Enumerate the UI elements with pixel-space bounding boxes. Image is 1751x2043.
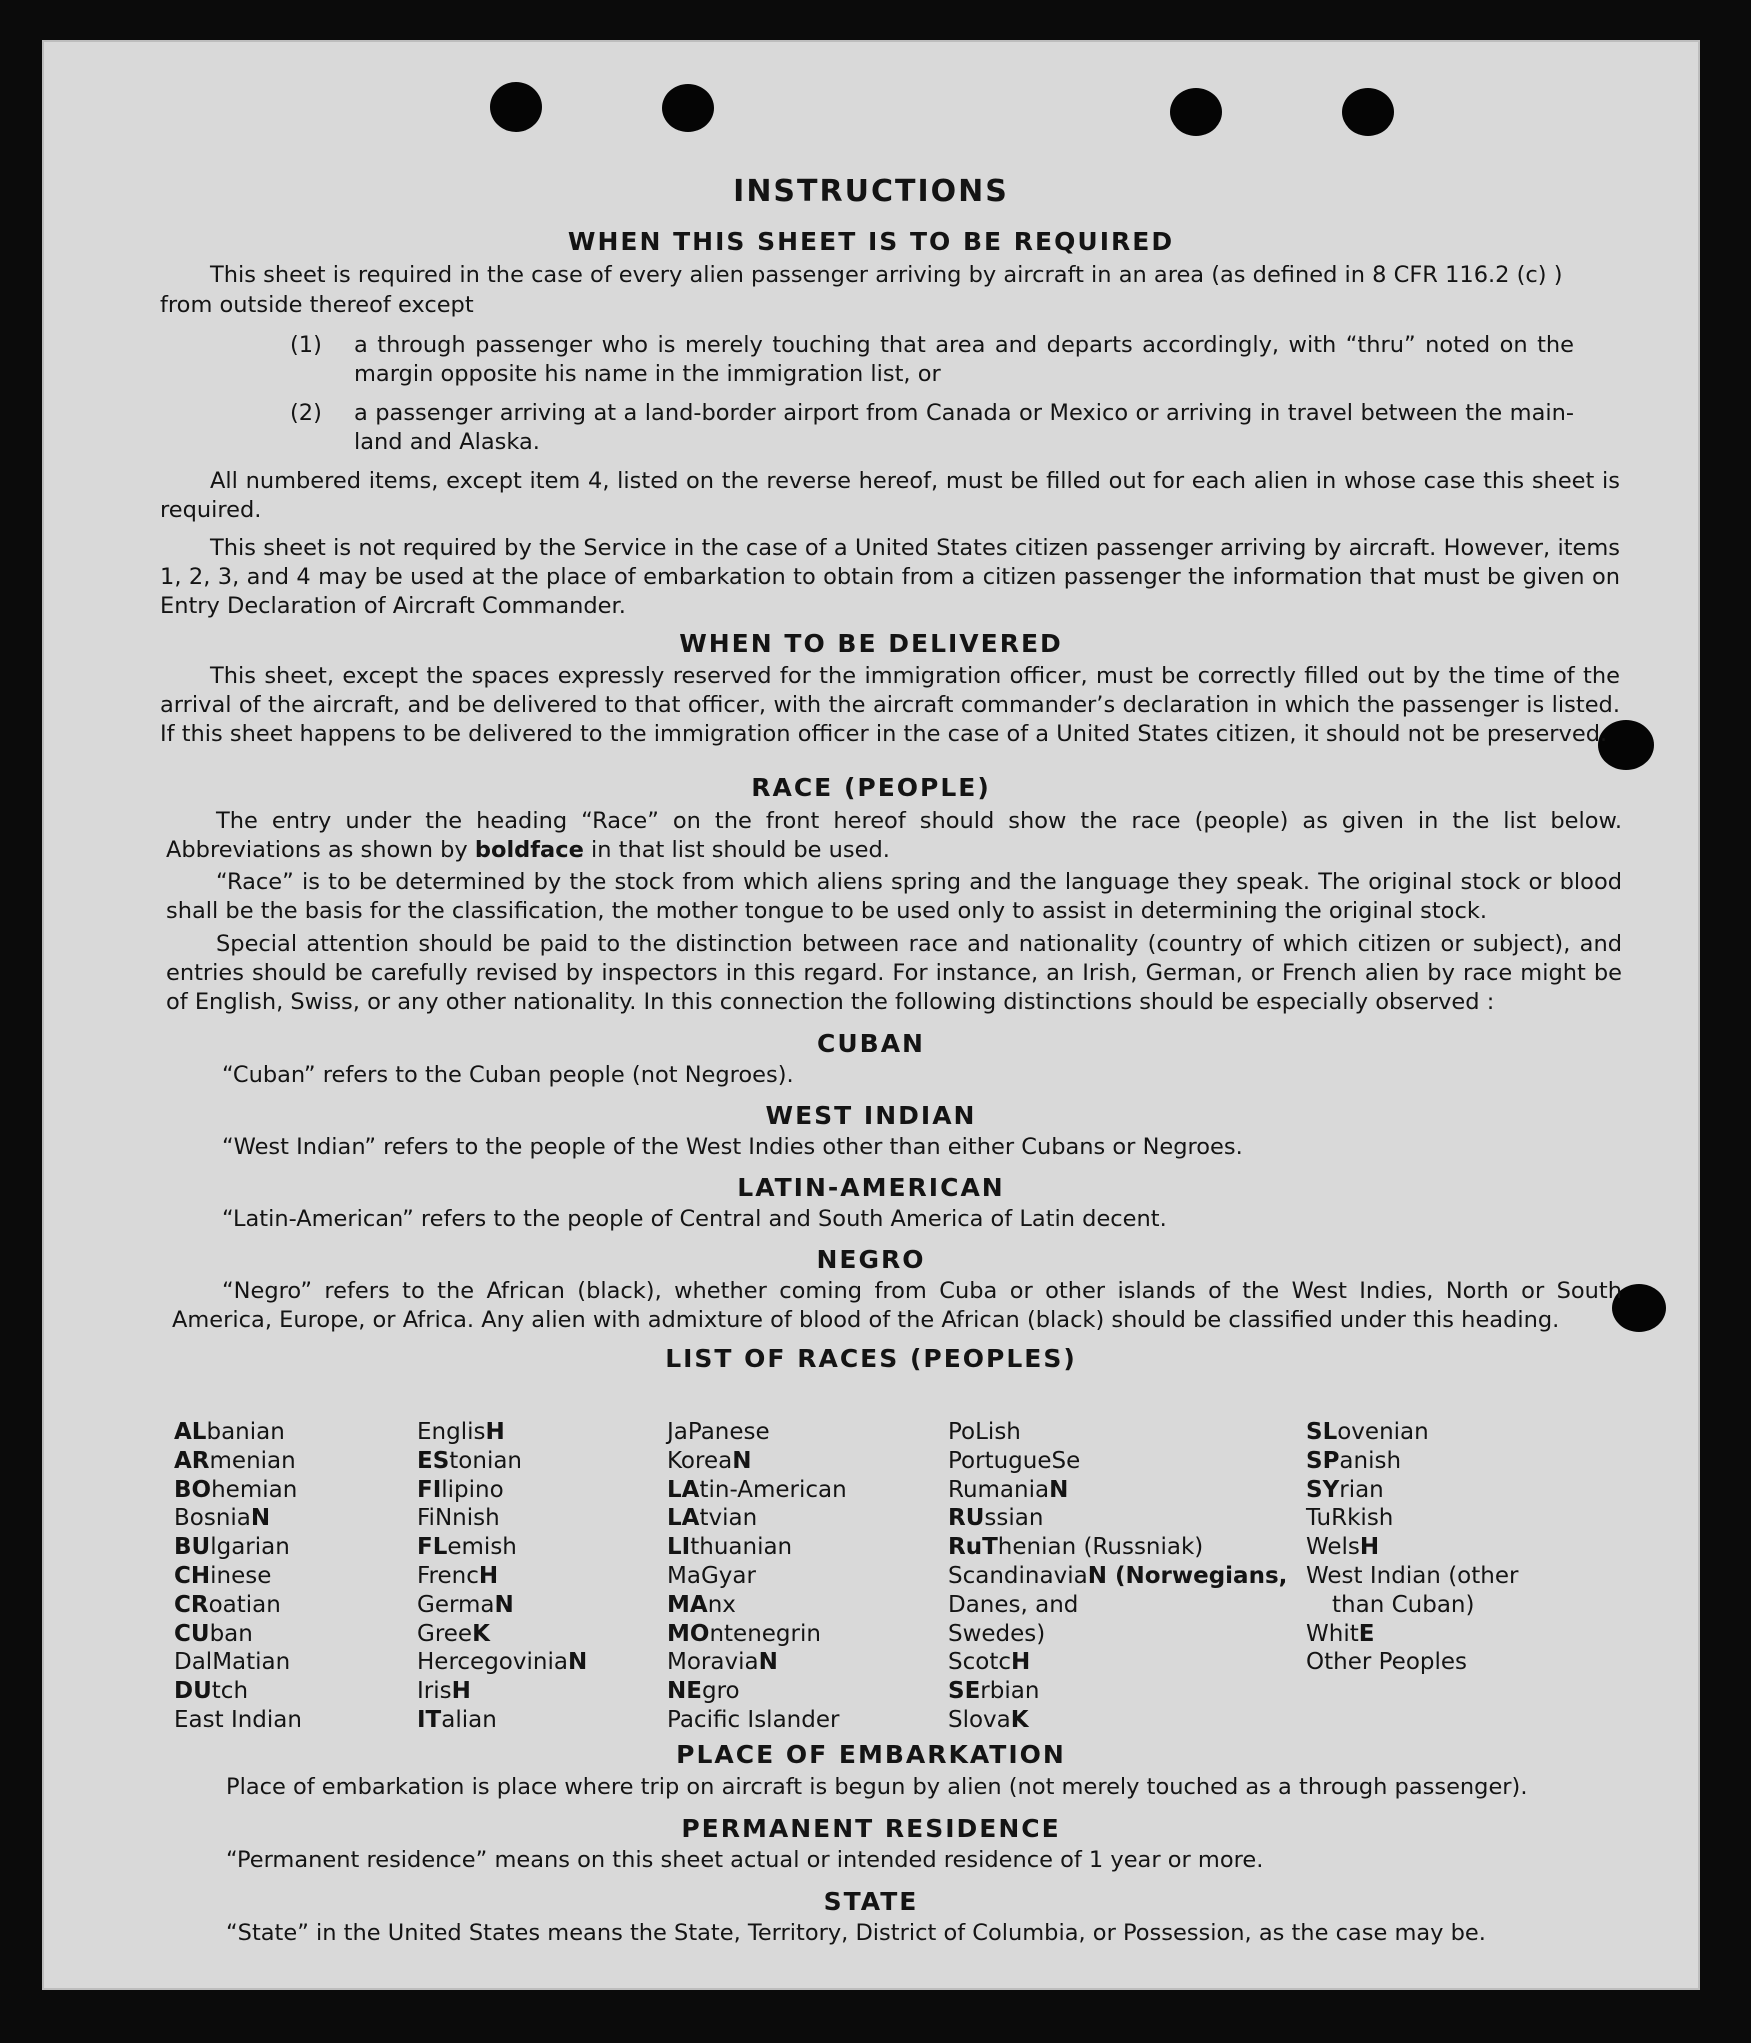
race-list-item xyxy=(174,1591,302,1620)
negro-text: “Negro” refers to the African (black), whether coming from Cuba or other islands of the West Indies, North or South America, Europe, or Africa. Any alien with admixture of blood of the African (black) should be classified under this heading. xyxy=(172,1278,1622,1333)
race-text: DU xyxy=(174,1678,212,1705)
race-text: RuT xyxy=(948,1534,998,1561)
race-list-item xyxy=(667,1562,847,1591)
race-list-item xyxy=(1306,1533,1518,1562)
section-heading-list-of-races: LIST OF RACES (PEOPLES) xyxy=(665,1344,1077,1373)
race-text: N (Norwegians, xyxy=(1087,1562,1288,1589)
race-list-item xyxy=(1306,1447,1518,1476)
race-text: FL xyxy=(417,1534,448,1561)
race-text: N xyxy=(567,1649,588,1676)
race-text: SY xyxy=(1306,1476,1340,1503)
race-text: lipino xyxy=(441,1476,504,1503)
races-column-2 xyxy=(417,1418,587,1735)
race-text: PortugueSe xyxy=(948,1447,1081,1474)
race-text: Pacific Islander xyxy=(667,1706,840,1733)
race-list-item xyxy=(948,1533,1287,1562)
race-text: N xyxy=(1049,1476,1069,1503)
race-text: SP xyxy=(1306,1447,1340,1474)
race-list-item xyxy=(948,1476,1287,1505)
race-list-item xyxy=(417,1620,587,1649)
race-list-item xyxy=(667,1533,847,1562)
race-text: MaGyar xyxy=(667,1562,756,1589)
race-list-item xyxy=(1306,1591,1518,1620)
numbered-items-note: All numbered items, except item 4, listed on the reverse hereof, must be filled out for each alien in whose case this sheet is required. xyxy=(160,468,1620,523)
race-list-item xyxy=(417,1591,587,1620)
race-text: JaPanese xyxy=(667,1419,770,1445)
race-list-item xyxy=(174,1648,302,1677)
race-text: tvian xyxy=(699,1505,758,1532)
race-text: NE xyxy=(667,1678,702,1705)
latin-american-text: “Latin-American” refers to the people of Central and South America of Latin decent. xyxy=(222,1206,1167,1232)
race-text: hemian xyxy=(211,1476,298,1503)
race-text: Rumania xyxy=(948,1476,1050,1503)
race-text: H xyxy=(1010,1649,1031,1676)
race-text: RU xyxy=(948,1505,985,1532)
race-text: K xyxy=(472,1620,490,1647)
section-heading-latin-american: LATIN-AMERICAN xyxy=(737,1173,1005,1202)
race-text: Scandinavia xyxy=(948,1562,1088,1589)
race-text: menian xyxy=(209,1447,296,1474)
race-list-item xyxy=(174,1677,302,1706)
item-text: a through passenger who is merely touching that area and departs accordingly, with “thru” noted on the margin opposite his name in the immigration list, or xyxy=(354,332,1574,387)
race-list-item xyxy=(174,1620,302,1649)
race-text: Danes, and xyxy=(948,1591,1079,1618)
race-text: nx xyxy=(707,1591,736,1618)
race-text: ovenian xyxy=(1337,1419,1429,1445)
race-text: Gree xyxy=(417,1620,473,1647)
state-text: “State” in the United States means the State, Territory, District of Columbia, or Possession, as the case may be. xyxy=(226,1920,1486,1946)
race-text: oatian xyxy=(208,1591,281,1618)
race-text: H xyxy=(1359,1534,1380,1561)
race-list-item xyxy=(667,1620,847,1649)
race-paragraph-3: Special attention should be paid to the distinction between race and nationality (country of which citizen or subject), and entries should be carefully revised by inspectors in this regard. For instance, an Irish, German, or French alien by race might be of English, Swiss, or any other nationality. In this connection the following distinctions should be especially observed : xyxy=(166,931,1622,1015)
race-list-item xyxy=(417,1648,587,1677)
race-list-item xyxy=(667,1591,847,1620)
race-list-item xyxy=(417,1476,587,1505)
race-text: thuanian xyxy=(690,1534,793,1561)
race-text: Bosnia xyxy=(174,1505,251,1532)
race-list-item xyxy=(667,1447,847,1476)
race-list-item xyxy=(174,1504,302,1533)
race-list-item xyxy=(948,1648,1287,1677)
races-column-4 xyxy=(948,1418,1287,1735)
race-text: ban xyxy=(209,1620,253,1647)
race-text: Slova xyxy=(948,1706,1011,1733)
race-text: emish xyxy=(447,1534,517,1561)
race-text: Englis xyxy=(417,1419,486,1445)
section-heading-cuban: CUBAN xyxy=(817,1029,925,1058)
race-list-item xyxy=(1306,1476,1518,1505)
race-text: Iris xyxy=(417,1678,452,1705)
race-text: LA xyxy=(667,1505,700,1532)
race-text: Swedes) xyxy=(948,1620,1046,1647)
race-paragraph-1 xyxy=(166,807,1622,865)
race-text: rbian xyxy=(980,1678,1040,1705)
section-heading-state: STATE xyxy=(823,1887,919,1916)
race-list-item xyxy=(417,1418,587,1447)
race-list-item xyxy=(667,1648,847,1677)
section-heading-required: WHEN THIS SHEET IS TO BE REQUIRED xyxy=(567,227,1175,256)
race-list-item xyxy=(667,1504,847,1533)
races-column-1 xyxy=(174,1418,302,1735)
race-list-item xyxy=(667,1476,847,1505)
item-number: (2) xyxy=(290,400,322,426)
race-list-item xyxy=(417,1533,587,1562)
race-list-item xyxy=(417,1447,587,1476)
race-text: Other Peoples xyxy=(1306,1649,1468,1676)
section-heading-negro: NEGRO xyxy=(816,1245,926,1274)
race-list-item xyxy=(667,1706,847,1735)
race-list-item xyxy=(174,1562,302,1591)
race-text: East Indian xyxy=(174,1706,302,1733)
embarkation-text: Place of embarkation is place where trip on aircraft is begun by alien (not merely touched as a through passenger). xyxy=(226,1774,1528,1800)
race-text: alian xyxy=(441,1706,497,1733)
race-text: PoLish xyxy=(948,1419,1021,1445)
race-text: henian (Russniak) xyxy=(997,1534,1204,1561)
race-text: N xyxy=(494,1591,514,1618)
race-text: SE xyxy=(948,1678,981,1705)
section-heading-delivered: WHEN TO BE DELIVERED xyxy=(679,629,1063,658)
section-heading-west-indian: WEST INDIAN xyxy=(765,1101,977,1130)
race-text-b: in that list should be used. xyxy=(590,837,890,863)
race-text: BU xyxy=(174,1534,211,1561)
required-intro xyxy=(210,261,1563,290)
race-text: rian xyxy=(1339,1476,1384,1503)
section-heading-embarkation: PLACE OF EMBARKATION xyxy=(676,1740,1066,1769)
races-column-5 xyxy=(1306,1418,1518,1677)
race-list-item xyxy=(667,1418,847,1447)
race-list-item xyxy=(948,1620,1287,1649)
race-list-item xyxy=(948,1418,1287,1447)
race-text: lgarian xyxy=(210,1534,290,1561)
race-text: ES xyxy=(417,1447,450,1474)
race-text: inese xyxy=(210,1562,272,1589)
race-list-item xyxy=(174,1447,302,1476)
race-text: MA xyxy=(667,1591,708,1618)
citizen-note: This sheet is not required by the Service in the case of a United States citizen passenger arriving by aircraft. However, items 1, 2, 3, and 4 may be used at the place of embarkation to obtain from a citizen passenger the information that must be given on Entry Declaration of Aircraft Commander. xyxy=(160,535,1620,619)
race-text: tch xyxy=(211,1678,249,1705)
race-text: Whit xyxy=(1306,1620,1359,1647)
race-list-item xyxy=(174,1706,302,1735)
cuban-text: “Cuban” refers to the Cuban people (not Negroes). xyxy=(222,1062,794,1088)
race-text: DalMatian xyxy=(174,1649,291,1676)
race-text: anish xyxy=(1339,1447,1402,1474)
race-text: than Cuban) xyxy=(1332,1591,1475,1618)
west-indian-text: “West Indian” refers to the people of the West Indies other than either Cubans or Negroes. xyxy=(222,1134,1243,1160)
race-text: banian xyxy=(206,1419,285,1445)
race-text: LI xyxy=(667,1534,691,1561)
instructions-content xyxy=(42,40,1700,1990)
races-column-3 xyxy=(667,1418,847,1735)
race-list-item xyxy=(1306,1562,1518,1591)
race-list-item xyxy=(948,1562,1287,1591)
race-list-item xyxy=(1306,1620,1518,1649)
race-list-item xyxy=(948,1706,1287,1735)
race-text: gro xyxy=(701,1678,740,1705)
race-text: FI xyxy=(417,1476,442,1503)
race-text: MO xyxy=(667,1620,710,1647)
race-text: West Indian (other xyxy=(1306,1562,1519,1589)
page-title: INSTRUCTIONS xyxy=(733,174,1009,209)
race-list-item xyxy=(417,1677,587,1706)
race-text: CR xyxy=(174,1591,209,1618)
required-intro-line2: from outside thereof except xyxy=(160,292,474,318)
race-text: K xyxy=(1010,1706,1029,1733)
race-text: CU xyxy=(174,1620,210,1647)
race-text: CH xyxy=(174,1562,211,1589)
race-text: Wels xyxy=(1306,1534,1360,1561)
race-text: TuRkish xyxy=(1306,1505,1394,1532)
race-text: H xyxy=(485,1419,505,1445)
document-sheet xyxy=(42,40,1700,1990)
race-list-item xyxy=(417,1562,587,1591)
residence-text: “Permanent residence” means on this sheet actual or intended residence of 1 year or more. xyxy=(226,1847,1264,1873)
race-text: Scotc xyxy=(948,1649,1011,1676)
race-list-item xyxy=(948,1677,1287,1706)
required-intro-cont xyxy=(160,291,474,320)
item-text: a passenger arriving at a land-border airport from Canada or Mexico or arriving in travel between the main-land and Alaska. xyxy=(354,400,1574,455)
race-list-item xyxy=(1306,1504,1518,1533)
boldface-word: boldface xyxy=(474,837,584,863)
item-number: (1) xyxy=(290,332,322,358)
race-list-item xyxy=(174,1476,302,1505)
race-text: Moravia xyxy=(667,1649,759,1676)
race-text: N xyxy=(732,1447,752,1474)
race-text-a: The entry under the heading “Race” on the front hereof should show the race (people) as given in the list below. Abbreviations as shown by xyxy=(166,808,1622,863)
race-list-item xyxy=(1306,1418,1518,1447)
race-text: E xyxy=(1358,1620,1375,1647)
race-text: BO xyxy=(174,1476,212,1503)
race-text: tin-American xyxy=(699,1476,847,1503)
race-text: N xyxy=(250,1505,271,1532)
race-list-item xyxy=(948,1447,1287,1476)
race-list-item xyxy=(1306,1648,1518,1677)
race-list-item xyxy=(948,1504,1287,1533)
race-list-item xyxy=(417,1504,587,1533)
race-text: Korea xyxy=(667,1447,733,1474)
required-intro-line1: This sheet is required in the case of every alien passenger arriving by aircraft in an area (as defined in 8 CFR 116.2 (c) ) xyxy=(210,262,1563,288)
race-text: ntenegrin xyxy=(709,1620,821,1647)
section-heading-race: RACE (PEOPLE) xyxy=(751,773,991,802)
race-text: AR xyxy=(174,1447,210,1474)
race-list-item xyxy=(667,1677,847,1706)
race-text: IT xyxy=(417,1706,442,1733)
race-list-item xyxy=(417,1706,587,1735)
race-text: tonian xyxy=(449,1447,523,1474)
race-list-item xyxy=(948,1591,1287,1620)
race-text: Germa xyxy=(417,1591,495,1618)
race-text: ssian xyxy=(984,1505,1044,1532)
section-heading-residence: PERMANENT RESIDENCE xyxy=(681,1814,1061,1843)
race-text: H xyxy=(451,1678,471,1705)
race-text: Hercegovinia xyxy=(417,1649,568,1676)
race-text: LA xyxy=(667,1476,700,1503)
race-text: AL xyxy=(174,1419,207,1445)
race-text: Frenc xyxy=(417,1562,479,1589)
delivered-text: This sheet, except the spaces expressly reserved for the immigration officer, must be correctly filled out by the time of the arrival of the aircraft, and be delivered to that officer, with the aircraft commander’s declaration in which the passenger is listed. If this sheet happens to be delivered to the immigration officer in the case of a United States citizen, it should not be preserved. xyxy=(160,663,1620,747)
race-text: N xyxy=(758,1649,778,1676)
race-text: FiNnish xyxy=(417,1505,500,1532)
race-list-item xyxy=(174,1418,302,1447)
race-list-item xyxy=(174,1533,302,1562)
race-text: SL xyxy=(1306,1419,1338,1445)
race-text: H xyxy=(478,1562,499,1589)
race-paragraph-2: “Race” is to be determined by the stock from which aliens spring and the language they speak. The original stock or blood shall be the basis for the classification, the mother tongue to be used only to assist in determining the original stock. xyxy=(166,869,1622,924)
